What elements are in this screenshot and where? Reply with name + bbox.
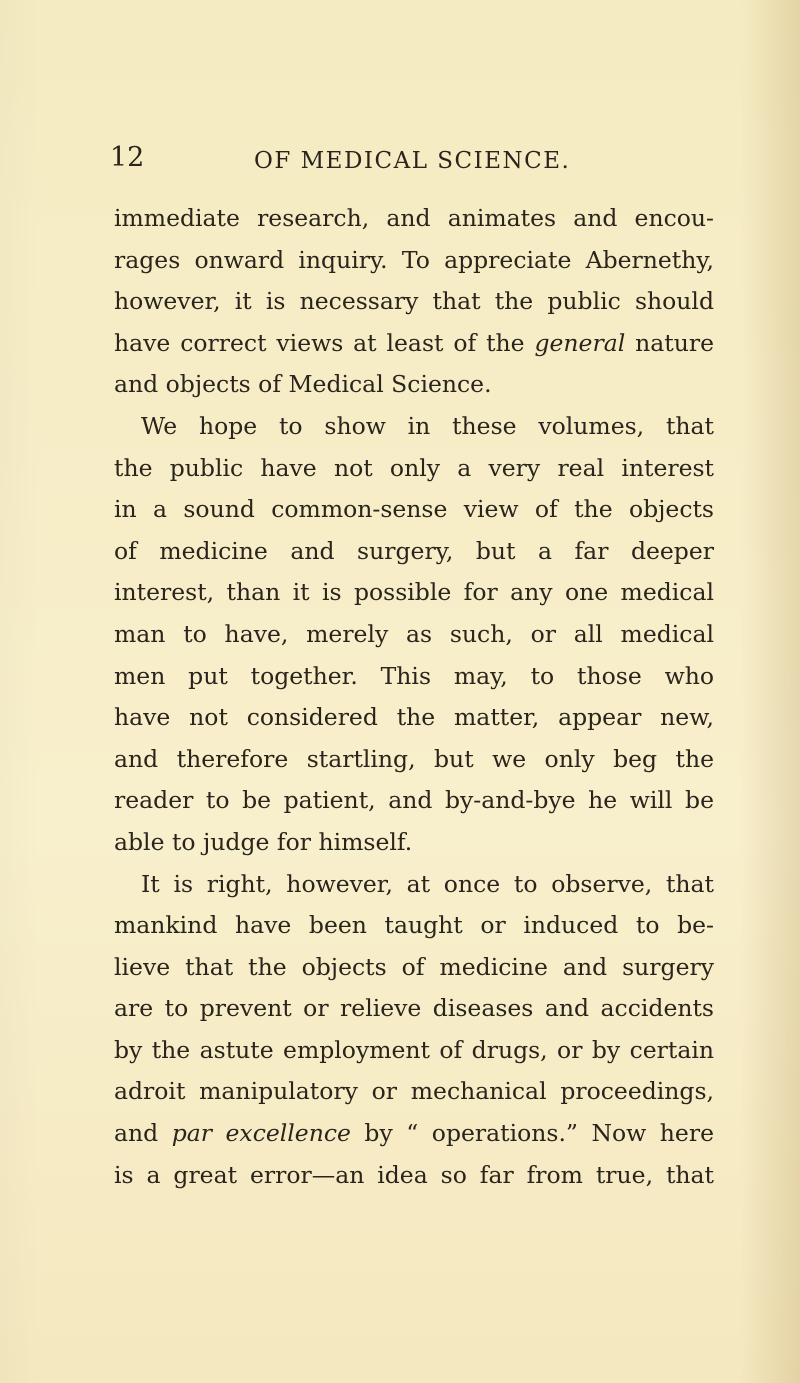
text-line: lieve that the objects of medicine and surgery bbox=[114, 952, 714, 981]
text-line: reader to be patient, and by-and-bye he will be bbox=[114, 786, 714, 815]
text-line: the public have not only a very real interest bbox=[114, 453, 714, 482]
text-line: We hope to show in these volumes, that bbox=[141, 411, 714, 440]
running-head: OF MEDICAL SCIENCE. bbox=[254, 148, 571, 174]
text-line: man to have, merely as such, or all medical bbox=[114, 619, 714, 648]
text-line: are to prevent or relieve diseases and accidents bbox=[114, 994, 714, 1023]
text-run: by “ operations.” Now here bbox=[350, 1119, 714, 1148]
text-line: immediate research, and animates and encou- bbox=[114, 204, 714, 232]
text-line: able to judge for himself. bbox=[114, 827, 413, 856]
text-line: It is right, however, at once to observe, that bbox=[141, 869, 714, 898]
italic-text: general bbox=[534, 328, 626, 357]
text-line: by the astute employment of drugs, or by certain bbox=[114, 1035, 714, 1064]
text-line: and objects of Medical Science. bbox=[114, 370, 492, 399]
body-text bbox=[114, 198, 714, 1196]
text-line bbox=[114, 1113, 714, 1155]
text-line: adroit manipulatory or mechanical proceedings, bbox=[114, 1077, 714, 1106]
text-line bbox=[114, 323, 714, 365]
text-line: and therefore startling, but we only beg the bbox=[114, 744, 714, 773]
text-line: is a great error—an idea so far from true, that bbox=[114, 1160, 714, 1189]
italic-text: par excellence bbox=[171, 1119, 351, 1148]
text-run: and bbox=[114, 1119, 172, 1148]
text-line: have not considered the matter, appear new, bbox=[114, 703, 714, 732]
text-run: nature bbox=[625, 328, 714, 357]
page-number: 12 bbox=[110, 142, 145, 173]
text-line: of medicine and surgery, but a far deeper bbox=[114, 536, 714, 565]
text-line: however, it is necessary that the public should bbox=[114, 287, 714, 316]
text-line: men put together. This may, to those who bbox=[114, 661, 714, 690]
text-line: in a sound common-sense view of the objects bbox=[114, 495, 714, 524]
text-line: interest, than it is possible for any one medical bbox=[114, 578, 714, 607]
page-header bbox=[0, 142, 800, 182]
text-run: have correct views at least of the bbox=[114, 328, 535, 357]
text-line: rages onward inquiry. To appreciate Abernethy, bbox=[114, 245, 714, 274]
text-line: mankind have been taught or induced to be- bbox=[114, 911, 714, 940]
